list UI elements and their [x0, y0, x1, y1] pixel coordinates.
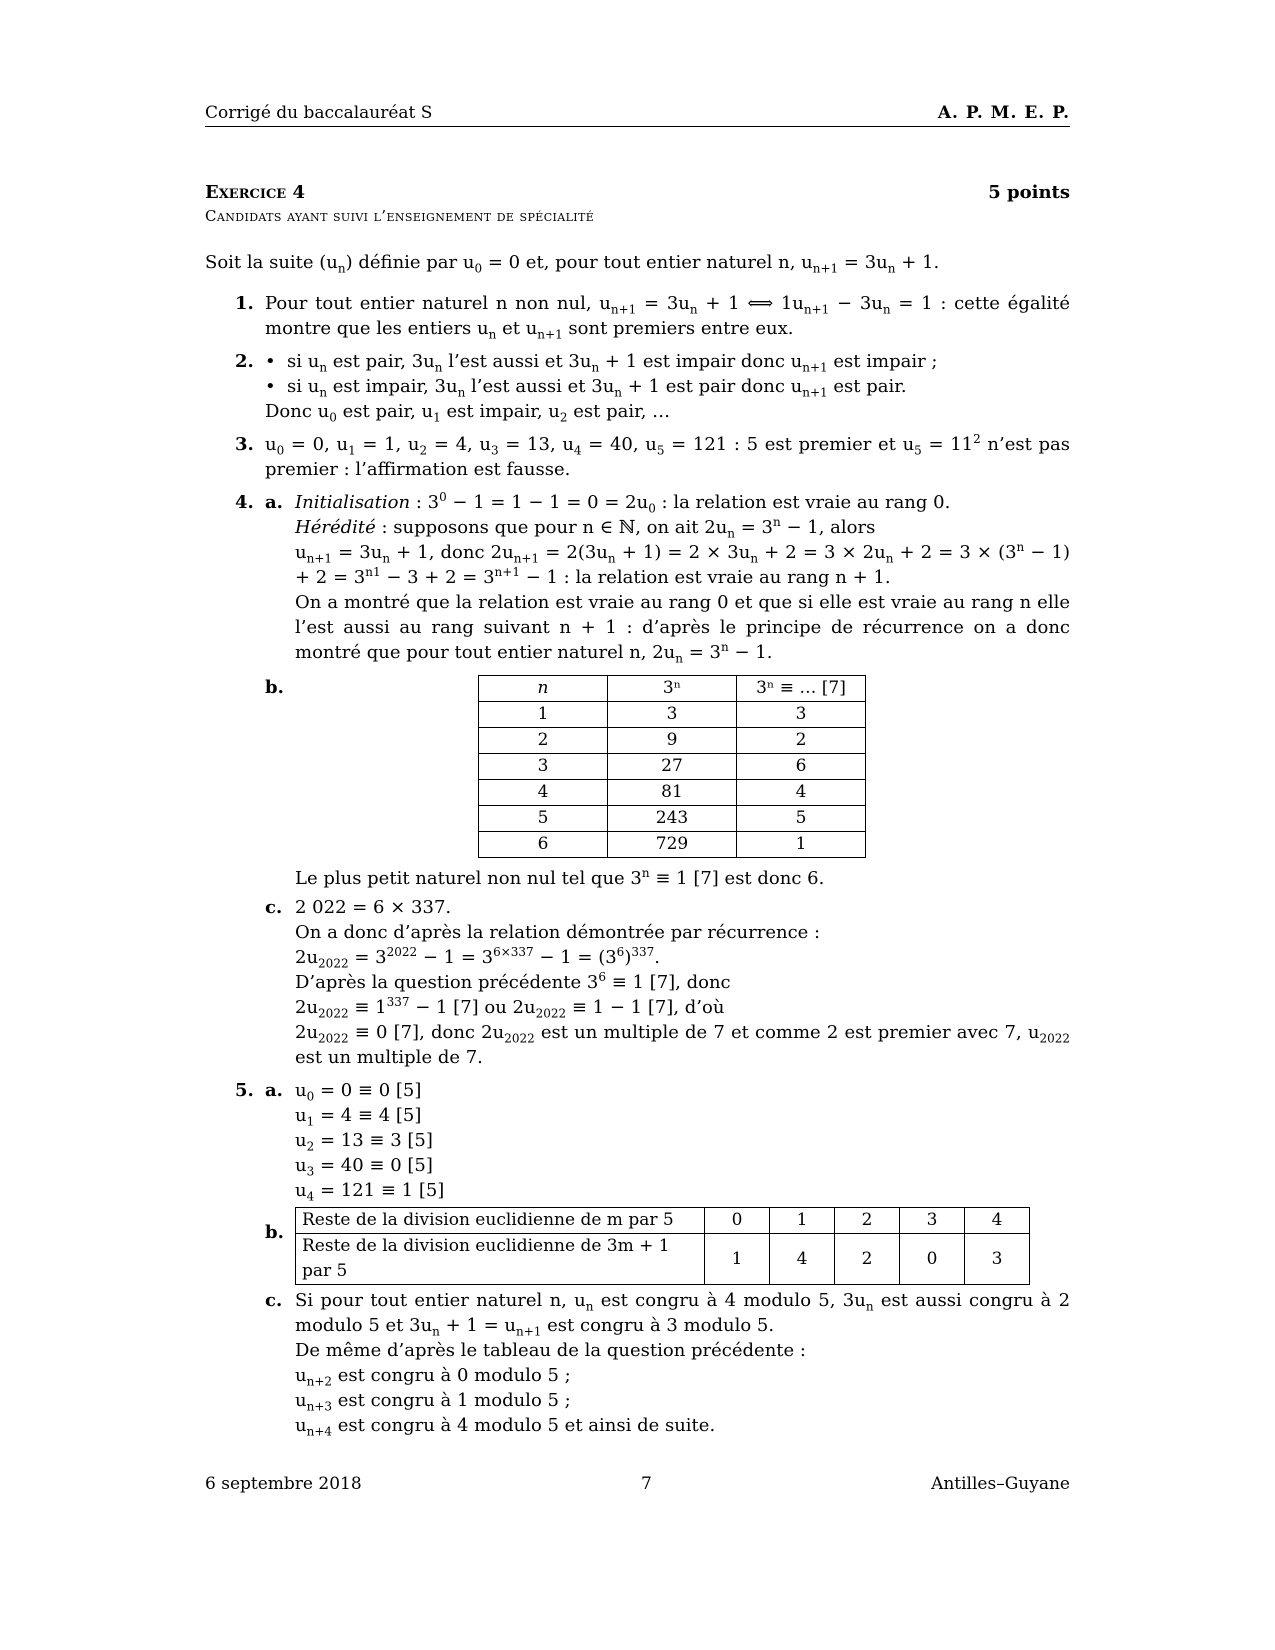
- table-header-cell: n: [479, 676, 608, 702]
- footer-date: 6 septembre 2018: [205, 1474, 362, 1494]
- bullet-item: • si $u_n$ est impair, $3u_n$ l’est aussi et $3u_n + 1$ est pair donc $u_{n+1}$ est pair.: [265, 376, 907, 400]
- table-row: Reste de la division euclidienne de 3m + 1 par 5 1 4 2 0 3: [296, 1234, 1030, 1285]
- table-header-cell: 3ⁿ: [608, 676, 737, 702]
- powers-of-3-table: [478, 675, 866, 858]
- bullet-item: • si $u_n$ est pair, $3u_n$ l’est aussi et $3u_n + 1$ est impair donc $u_{n+1}$ est impair ;: [265, 351, 938, 375]
- exercise-points: 5 points: [988, 182, 1070, 203]
- question-2: [205, 349, 1070, 424]
- intro-paragraph: Soit la suite $(u_n)$ définie par $u_0 = 0$ et, pour tout entier naturel n, $u_{n+1} = 3u_n + 1$.: [205, 252, 940, 276]
- question-number: 3.: [235, 434, 254, 455]
- table-row: 6 729 1: [479, 832, 866, 858]
- question-5c: c. Si pour tout entier naturel n, $u_n$ est congru à 4 modulo 5, $3u_n$ est aussi congru à 2 modulo 5 et $3u_n + 1 = u_{n+1}$ est congru à 3 modulo 5. De même d’après le tableau de la question précédente : $u_{n+2}$ est congru à 0 modulo 5 ; $u_{n+3}$ est congru à 1 modulo 5 ; $u_{n+4}$ est congru à 4 modulo 5 et ainsi de suite.: [265, 1290, 1071, 1439]
- table-row: Reste de la division euclidienne de m par 5 0 1 2 3 4: [296, 1208, 1030, 1234]
- document-page: [205, 0, 1070, 1650]
- table-row: 3 27 6: [479, 754, 866, 780]
- question-5a: a. $u_0 = 0 \equiv 0$ [5] $u_1 = 4 \equiv 4$ [5] $u_2 = 13 \equiv 3$ [5] $u_3 = 40 \equiv 0$ [5] $u_4 = 121 \equiv 1$ [5]: [265, 1080, 445, 1204]
- exercise-content: [205, 250, 1070, 1446]
- question-number: 1.: [235, 293, 254, 314]
- page-number: 7: [640, 1474, 652, 1494]
- remainders-table: [295, 1207, 1030, 1285]
- question-number: 5.: [235, 1080, 254, 1101]
- question-number: 2.: [235, 351, 254, 372]
- question-5: [205, 1078, 1070, 1438]
- table-row: 5 243 5: [479, 806, 866, 832]
- header-right: A. P. M. E. P.: [937, 103, 1070, 123]
- question-1: 1. Pour tout entier naturel n non nul, $u_{n+1} = 3u_n + 1$ ⟺ $1u_{n+1} - 3u_n = 1$ : cette égalité montre que les entiers $u_n$ et $u_{n+1}$ sont premiers entre eux.: [235, 293, 1070, 342]
- question-4b: b. n 3ⁿ 3ⁿ ≡ … [7] 1 3 3 2 9 2 3 27 6 4 81 4 5 243 5 6 729 1 Le plus petit naturel non nul tel que $3^n \equiv 1$ [7] est donc 6.: [265, 675, 1070, 891]
- page-footer: [205, 1472, 1070, 1497]
- exercise-subtitle: Candidats ayant suivi l’enseignement de spécialité: [205, 207, 595, 225]
- exercise-title-row: [205, 180, 1070, 205]
- table-row: 2 9 2: [479, 728, 866, 754]
- question-2-conclusion: Donc $u_0$ est pair, $u_1$ est impair, $u_2$ est pair, …: [265, 401, 671, 425]
- header-left: Corrigé du baccalauréat S: [205, 103, 433, 123]
- table-row: 1 3 3: [479, 702, 866, 728]
- question-number: 4.: [235, 492, 254, 513]
- footer-location: Antilles–Guyane: [931, 1474, 1070, 1494]
- question-3: 3. $u_0 = 0$, $u_1 = 1$, $u_2 = 4$, $u_3 = 13$, $u_4 = 40$, $u_5 = 121$ : 5 est premier et $u_5 = 11^2$ n’est pas premier : l’affirmation est fausse.: [235, 432, 1071, 480]
- question-4: [205, 490, 1070, 1070]
- question-4c: c. 2 022 = 6 × 337. On a donc d’après la relation démontrée par récurrence : $2u_{2022} = 3^{2022} - 1 = 3^{6\times 337} - 1 = (3^6)^{337}$. D’après la question précédente $3^6 \equiv 1$ [7], donc $2u_{2022} \equiv 1^{337} - 1$ [7] ou $2u_{2022} \equiv 1 - 1$ [7], d’où $2u_{2022} \equiv 0$ [7], donc $2u_{2022}$ est un multiple de 7 et comme 2 est premier avec 7, $u_{2022}$ est un multiple de 7.: [265, 897, 1070, 1068]
- question-4a: a. Initialisation : $3^0 - 1 = 1 - 1 = 0 = 2u_0$ : la relation est vraie au rang 0. Hérédité : supposons que pour n ∈ ℕ, on ait $2u_n = 3^n - 1$, alors $u_{n+1} = 3u_n + 1$, donc $2u_{n+1} = 2(3u_n + 1) = 2 \times 3u_n + 2 = 3 \times 2u_n + 2 = 3 \times (3^n - 1) + 2 = 3^{n1} - 3 + 2 = 3^{n+1} - 1$ : la relation est vraie au rang n + 1. On a montré que la relation est vraie au rang 0 et que si elle est vraie au rang n elle l’est aussi au rang suivant n + 1 : d’après le principe de récurrence on a donc montré que pour tout entier naturel n, $2u_n = 3^n - 1$.: [265, 490, 1070, 666]
- table-header-row: [479, 676, 866, 702]
- exercise-title: Exercice 4: [205, 182, 305, 203]
- question-4b-conclusion: Le plus petit naturel non nul tel que $3^n \equiv 1$ [7] est donc 6.: [295, 866, 825, 889]
- table-row: 4 81 4: [479, 780, 866, 806]
- question-5b: b. Reste de la division euclidienne de m par 5 0 1 2 3 4 Reste de la division euclidienne de 3m + 1 par 5 1 4 2 0 3: [265, 1207, 1070, 1285]
- page-header: [205, 100, 1070, 127]
- table-header-cell: 3ⁿ ≡ … [7]: [737, 676, 866, 702]
